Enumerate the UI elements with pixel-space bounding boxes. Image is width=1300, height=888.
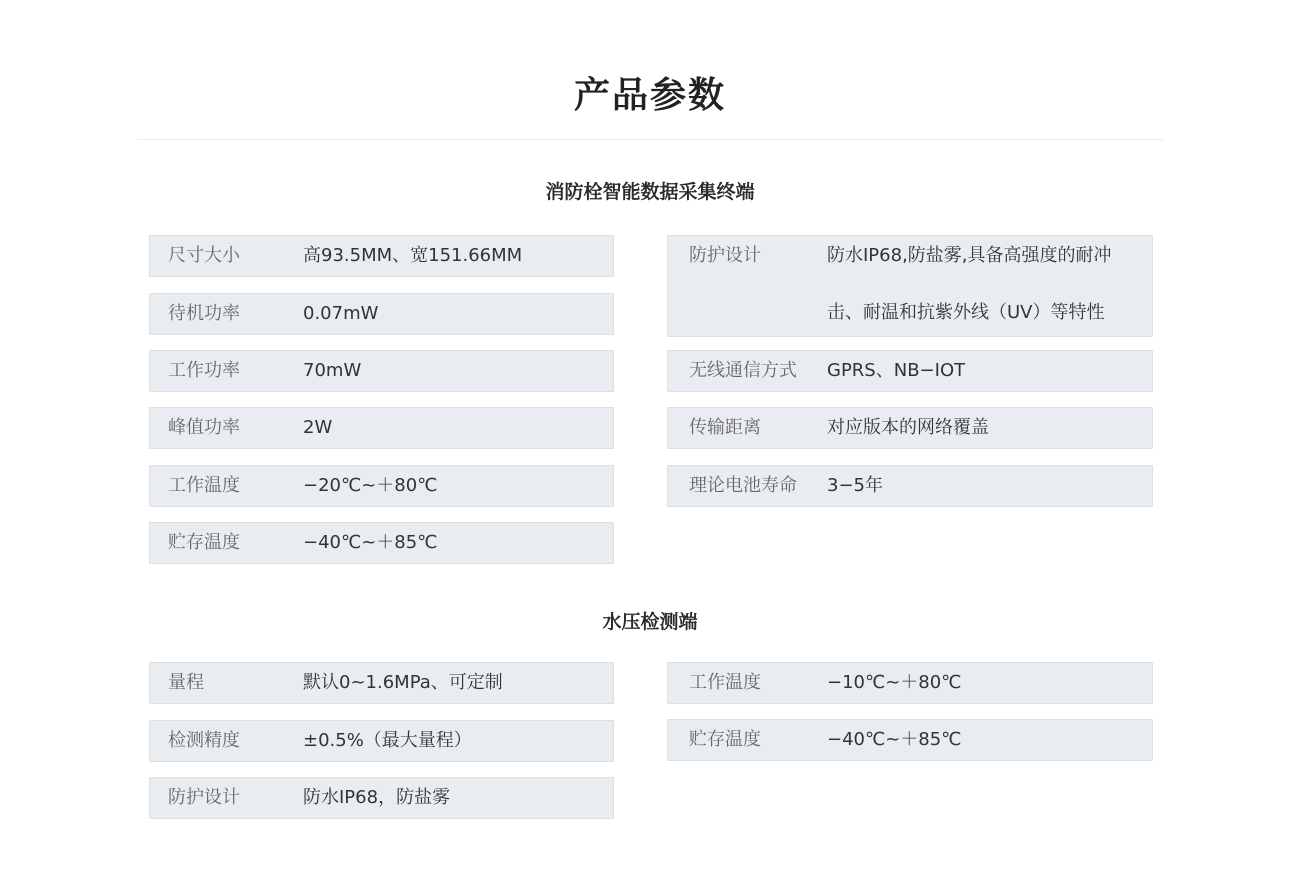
page-title: 产品参数 [573,75,726,117]
spec-value: 高93.5MM、宽151.66MM [303,245,523,266]
section-title-terminal: 消防栓智能数据采集终端 [545,181,755,203]
spec-value: ±0.5%（最大量程） [303,730,472,751]
spec-label: 量程 [168,672,204,693]
spec-value: 默认0~1.6MPa、可定制 [303,672,503,693]
section-title-pressure-sensor: 水压检测端 [602,611,698,633]
spec-row-peak-power [149,407,614,449]
spec-value: 2W [303,417,333,438]
spec-label: 尺寸大小 [168,245,240,266]
spec-row-protection-design [667,235,1153,337]
spec-row-storage-temperature [667,719,1153,761]
spec-label: 防护设计 [689,245,761,266]
spec-value: 0.07mW [303,303,379,324]
spec-row-storage-temperature [149,522,614,564]
spec-label: 传输距离 [689,417,761,438]
spec-label: 防护设计 [168,787,240,808]
spec-value: GPRS、NB−IOT [827,360,966,381]
spec-label: 工作温度 [689,672,761,693]
spec-row-range [149,662,614,704]
spec-value: 对应版本的网络覆盖 [827,417,989,438]
spec-row-battery-life [667,465,1153,507]
spec-value: 防水IP68，防盐雾 [303,787,451,808]
spec-value-line2: 击、耐温和抗紫外线（UV）等特性 [827,302,1105,323]
spec-label: 检测精度 [168,730,240,751]
title-divider [137,139,1164,140]
spec-label: 无线通信方式 [689,360,797,381]
spec-label: 峰值功率 [168,417,240,438]
spec-value-line1: 防水IP68,防盐雾,具备高强度的耐冲 [827,245,1112,266]
spec-label: 待机功率 [168,303,240,324]
spec-row-working-temperature [149,465,614,507]
spec-row-transmission-distance [667,407,1153,449]
spec-value: 3−5年 [827,475,883,496]
spec-row-protection [149,777,614,819]
spec-row-accuracy [149,720,614,762]
spec-label: 工作温度 [168,475,240,496]
spec-value: −40℃~＋85℃ [303,532,438,553]
spec-value: −10℃~＋80℃ [827,672,962,693]
spec-label: 贮存温度 [168,532,240,553]
spec-row-working-temperature [667,662,1153,704]
spec-row-standby-power [149,293,614,335]
spec-value: 70mW [303,360,362,381]
spec-label: 工作功率 [168,360,240,381]
spec-row-wireless-mode [667,350,1153,392]
spec-value: −20℃~＋80℃ [303,475,438,496]
spec-row-size [149,235,614,277]
spec-value: −40℃~＋85℃ [827,729,962,750]
spec-label: 贮存温度 [689,729,761,750]
spec-row-working-power [149,350,614,392]
spec-label: 理论电池寿命 [689,475,797,496]
